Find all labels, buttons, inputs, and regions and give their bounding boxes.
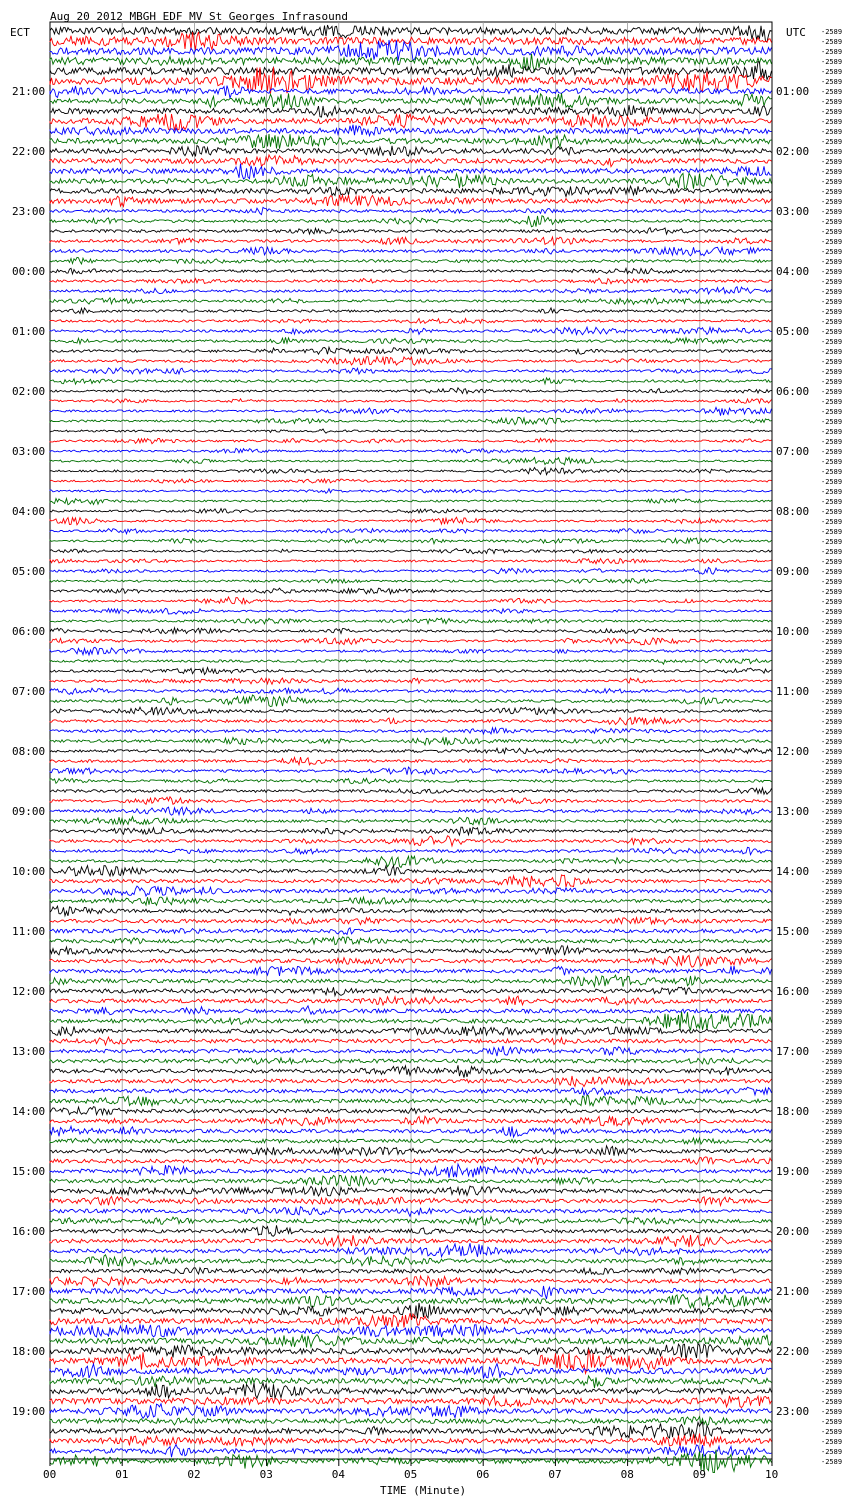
trace-scale-label: -2589 bbox=[821, 978, 843, 986]
right-time-label: 11:00 bbox=[776, 685, 810, 698]
trace-scale-label: -2589 bbox=[821, 248, 843, 256]
trace-scale-label: -2589 bbox=[821, 228, 843, 236]
trace-scale-label: -2589 bbox=[821, 518, 843, 526]
trace-scale-label: -2589 bbox=[821, 1288, 843, 1296]
x-tick-label: 10 bbox=[765, 1468, 779, 1481]
trace-scale-label: -2589 bbox=[821, 888, 843, 896]
trace-scale-label: -2589 bbox=[821, 38, 843, 46]
trace-scale-label: -2589 bbox=[821, 648, 843, 656]
trace-scale-label: -2589 bbox=[821, 1088, 843, 1096]
trace-scale-label: -2589 bbox=[821, 1418, 843, 1426]
trace-scale-label: -2589 bbox=[821, 628, 843, 636]
right-time-label: 06:00 bbox=[776, 385, 810, 398]
x-tick-label: 05 bbox=[404, 1468, 418, 1481]
trace-scale-label: -2589 bbox=[821, 678, 843, 686]
trace-scale-label: -2589 bbox=[821, 578, 843, 586]
trace-scale-label: -2589 bbox=[821, 928, 843, 936]
left-time-label: 09:00 bbox=[12, 805, 46, 818]
left-time-label: 06:00 bbox=[12, 625, 46, 638]
right-time-label: 12:00 bbox=[776, 745, 810, 758]
x-tick-label: 09 bbox=[692, 1468, 707, 1481]
left-time-label: 12:00 bbox=[12, 985, 46, 998]
trace-scale-label: -2589 bbox=[821, 528, 843, 536]
trace-scale-label: -2589 bbox=[821, 758, 843, 766]
trace-scale-label: -2589 bbox=[821, 728, 843, 736]
left-time-label: 15:00 bbox=[12, 1165, 46, 1178]
trace-scale-label: -2589 bbox=[821, 1298, 843, 1306]
trace-scale-label: -2589 bbox=[821, 968, 843, 976]
right-time-axis bbox=[776, 85, 809, 1418]
trace-scale-label: -2589 bbox=[821, 738, 843, 746]
left-time-label: 19:00 bbox=[12, 1405, 46, 1418]
left-time-label: 17:00 bbox=[12, 1285, 46, 1298]
trace-scale-label: -2589 bbox=[821, 1408, 843, 1416]
trace-scale-label: -2589 bbox=[821, 708, 843, 716]
right-time-label: 20:00 bbox=[776, 1225, 810, 1238]
x-tick-label: 06 bbox=[476, 1468, 490, 1481]
left-time-label: 21:00 bbox=[12, 85, 46, 98]
trace-scale-label: -2589 bbox=[821, 918, 843, 926]
x-tick-label: 01 bbox=[115, 1468, 129, 1481]
right-time-label: 04:00 bbox=[776, 265, 810, 278]
trace-scale-label: -2589 bbox=[821, 28, 843, 36]
trace-scale-label: -2589 bbox=[821, 1428, 843, 1436]
right-time-label: 07:00 bbox=[776, 445, 810, 458]
trace-scale-label: -2589 bbox=[821, 558, 843, 566]
trace-scale-label: -2589 bbox=[821, 98, 843, 106]
trace-scale-label: -2589 bbox=[821, 848, 843, 856]
trace-scale-label: -2589 bbox=[821, 1098, 843, 1106]
trace-scale-label: -2589 bbox=[821, 418, 843, 426]
trace-scale-label: -2589 bbox=[821, 1438, 843, 1446]
trace-scale-label: -2589 bbox=[821, 328, 843, 336]
trace-scale-label: -2589 bbox=[821, 838, 843, 846]
trace-scale-label: -2589 bbox=[821, 1338, 843, 1346]
trace-scale-label: -2589 bbox=[821, 998, 843, 1006]
left-time-label: 22:00 bbox=[12, 145, 46, 158]
trace-scale-label: -2589 bbox=[821, 178, 843, 186]
trace-scale-label: -2589 bbox=[821, 588, 843, 596]
trace-scale-label: -2589 bbox=[821, 308, 843, 316]
trace-scale-label: -2589 bbox=[821, 1238, 843, 1246]
trace-scale-label: -2589 bbox=[821, 348, 843, 356]
trace-scale-label: -2589 bbox=[821, 378, 843, 386]
trace-scale-label: -2589 bbox=[821, 1128, 843, 1136]
trace-scale-label: -2589 bbox=[821, 938, 843, 946]
trace-scale-label: -2589 bbox=[821, 148, 843, 156]
trace-scale-label: -2589 bbox=[821, 1208, 843, 1216]
trace-scale-label: -2589 bbox=[821, 828, 843, 836]
trace-scale-label: -2589 bbox=[821, 718, 843, 726]
trace-scale-label: -2589 bbox=[821, 1228, 843, 1236]
x-tick-label: 07 bbox=[548, 1468, 562, 1481]
right-time-label: 22:00 bbox=[776, 1345, 810, 1358]
trace-scale-label: -2589 bbox=[821, 568, 843, 576]
trace-scale-label: -2589 bbox=[821, 858, 843, 866]
left-time-label: 03:00 bbox=[12, 445, 46, 458]
trace-scale-label: -2589 bbox=[821, 548, 843, 556]
left-time-label: 05:00 bbox=[12, 565, 46, 578]
trace-scale-label: -2589 bbox=[821, 618, 843, 626]
left-time-axis bbox=[12, 85, 45, 1418]
trace-scale-label: -2589 bbox=[821, 368, 843, 376]
left-time-label: 07:00 bbox=[12, 685, 46, 698]
trace-scale-label: -2589 bbox=[821, 118, 843, 126]
trace-scale-label: -2589 bbox=[821, 268, 843, 276]
trace-scale-label: -2589 bbox=[821, 1258, 843, 1266]
right-time-label: 10:00 bbox=[776, 625, 810, 638]
trace-scale-label: -2589 bbox=[821, 1018, 843, 1026]
left-time-label: 10:00 bbox=[12, 865, 46, 878]
right-time-label: 02:00 bbox=[776, 145, 810, 158]
trace-scale-label: -2589 bbox=[821, 508, 843, 516]
trace-scale-label: -2589 bbox=[821, 818, 843, 826]
trace-scale-label: -2589 bbox=[821, 688, 843, 696]
trace-scale-label: -2589 bbox=[821, 1278, 843, 1286]
trace-scale-label: -2589 bbox=[821, 478, 843, 486]
trace-scale-label: -2589 bbox=[821, 868, 843, 876]
trace-scale-label: -2589 bbox=[821, 48, 843, 56]
right-time-label: 16:00 bbox=[776, 985, 810, 998]
trace-scale-label: -2589 bbox=[821, 1148, 843, 1156]
trace-scale-label: -2589 bbox=[821, 288, 843, 296]
trace-scale-label: -2589 bbox=[821, 108, 843, 116]
right-time-label: 09:00 bbox=[776, 565, 810, 578]
trace-scale-label: -2589 bbox=[821, 1068, 843, 1076]
trace-scale-label: -2589 bbox=[821, 258, 843, 266]
trace-scale-label: -2589 bbox=[821, 398, 843, 406]
trace-scale-label: -2589 bbox=[821, 358, 843, 366]
trace-scale-label: -2589 bbox=[821, 78, 843, 86]
trace-scale-label: -2589 bbox=[821, 668, 843, 676]
trace-scale-label: -2589 bbox=[821, 1248, 843, 1256]
left-time-label: 08:00 bbox=[12, 745, 46, 758]
right-time-label: 13:00 bbox=[776, 805, 810, 818]
trace-scale-label: -2589 bbox=[821, 1108, 843, 1116]
trace-scale-label: -2589 bbox=[821, 68, 843, 76]
trace-scale-label: -2589 bbox=[821, 908, 843, 916]
right-time-label: 05:00 bbox=[776, 325, 810, 338]
chart-title: Aug 20 2012 MBGH EDF MV St Georges Infrasound bbox=[50, 10, 349, 23]
trace-scale-label: -2589 bbox=[821, 1388, 843, 1396]
trace-scale-label: -2589 bbox=[821, 1348, 843, 1356]
left-timezone-label: ECT bbox=[10, 26, 30, 39]
trace-scale-label: -2589 bbox=[821, 1448, 843, 1456]
trace-scale-label: -2589 bbox=[821, 488, 843, 496]
trace-scale-label: -2589 bbox=[821, 1198, 843, 1206]
left-time-label: 23:00 bbox=[12, 205, 46, 218]
trace-scale-label: -2589 bbox=[821, 428, 843, 436]
trace-scale-label: -2589 bbox=[821, 1008, 843, 1016]
x-tick-label: 03 bbox=[259, 1468, 273, 1481]
trace-scale-label: -2589 bbox=[821, 1378, 843, 1386]
trace-scale-label: -2589 bbox=[821, 278, 843, 286]
trace-scale-label: -2589 bbox=[821, 1218, 843, 1226]
trace-scale-label: -2589 bbox=[821, 598, 843, 606]
trace-scale-label: -2589 bbox=[821, 898, 843, 906]
right-time-label: 01:00 bbox=[776, 85, 810, 98]
trace-scale-label: -2589 bbox=[821, 438, 843, 446]
trace-scale-label: -2589 bbox=[821, 408, 843, 416]
trace-scale-label: -2589 bbox=[821, 1398, 843, 1406]
right-time-label: 23:00 bbox=[776, 1405, 810, 1418]
right-time-label: 08:00 bbox=[776, 505, 810, 518]
left-time-label: 11:00 bbox=[12, 925, 46, 938]
trace-scale-label: -2589 bbox=[821, 198, 843, 206]
trace-scale-label: -2589 bbox=[821, 498, 843, 506]
left-time-label: 14:00 bbox=[12, 1105, 46, 1118]
trace-scale-label: -2589 bbox=[821, 1118, 843, 1126]
trace-scale-label: -2589 bbox=[821, 1368, 843, 1376]
trace-scale-label: -2589 bbox=[821, 58, 843, 66]
trace-scale-label: -2589 bbox=[821, 298, 843, 306]
trace-scale-label: -2589 bbox=[821, 1158, 843, 1166]
trace-scale-label: -2589 bbox=[821, 138, 843, 146]
trace-scale-label: -2589 bbox=[821, 878, 843, 886]
trace-scale-label: -2589 bbox=[821, 1028, 843, 1036]
trace-scale-label: -2589 bbox=[821, 988, 843, 996]
trace-scale-label: -2589 bbox=[821, 1308, 843, 1316]
trace-scale-label: -2589 bbox=[821, 1458, 843, 1466]
trace-scale-label: -2589 bbox=[821, 1318, 843, 1326]
trace-scale-label: -2589 bbox=[821, 948, 843, 956]
right-time-label: 14:00 bbox=[776, 865, 810, 878]
trace-scale-label: -2589 bbox=[821, 388, 843, 396]
trace-scale-label: -2589 bbox=[821, 658, 843, 666]
trace-scale-label: -2589 bbox=[821, 1178, 843, 1186]
trace-scale-label: -2589 bbox=[821, 458, 843, 466]
right-time-label: 03:00 bbox=[776, 205, 810, 218]
trace-scale-label: -2589 bbox=[821, 1058, 843, 1066]
trace-scale-label: -2589 bbox=[821, 468, 843, 476]
trace-scale-label: -2589 bbox=[821, 768, 843, 776]
left-time-label: 13:00 bbox=[12, 1045, 46, 1058]
trace-scale-label: -2589 bbox=[821, 338, 843, 346]
left-time-label: 16:00 bbox=[12, 1225, 46, 1238]
right-time-label: 17:00 bbox=[776, 1045, 810, 1058]
trace-scale-label: -2589 bbox=[821, 1328, 843, 1336]
left-time-label: 01:00 bbox=[12, 325, 46, 338]
trace-scale-label: -2589 bbox=[821, 238, 843, 246]
right-timezone-label: UTC bbox=[786, 26, 806, 39]
x-tick-label: 08 bbox=[620, 1468, 634, 1481]
trace-scale-label: -2589 bbox=[821, 1138, 843, 1146]
trace-scale-axis bbox=[821, 28, 842, 1466]
x-tick-label: 04 bbox=[331, 1468, 346, 1481]
trace-scale-label: -2589 bbox=[821, 958, 843, 966]
trace-scale-label: -2589 bbox=[821, 538, 843, 546]
x-axis-label: TIME (Minute) bbox=[380, 1484, 467, 1497]
trace-scale-label: -2589 bbox=[821, 638, 843, 646]
trace-scale-label: -2589 bbox=[821, 698, 843, 706]
trace-scale-label: -2589 bbox=[821, 1268, 843, 1276]
trace-scale-label: -2589 bbox=[821, 88, 843, 96]
trace-scale-label: -2589 bbox=[821, 448, 843, 456]
trace-scale-label: -2589 bbox=[821, 1168, 843, 1176]
right-time-label: 18:00 bbox=[776, 1105, 810, 1118]
trace-scale-label: -2589 bbox=[821, 1358, 843, 1366]
trace-scale-label: -2589 bbox=[821, 608, 843, 616]
trace-scale-label: -2589 bbox=[821, 748, 843, 756]
x-tick-label: 00 bbox=[43, 1468, 57, 1481]
right-time-label: 19:00 bbox=[776, 1165, 810, 1178]
left-time-label: 00:00 bbox=[12, 265, 46, 278]
trace-scale-label: -2589 bbox=[821, 778, 843, 786]
left-time-label: 02:00 bbox=[12, 385, 46, 398]
right-time-label: 21:00 bbox=[776, 1285, 810, 1298]
trace-scale-label: -2589 bbox=[821, 1078, 843, 1086]
right-time-label: 15:00 bbox=[776, 925, 810, 938]
trace-scale-label: -2589 bbox=[821, 1038, 843, 1046]
x-tick-label: 02 bbox=[187, 1468, 201, 1481]
trace-scale-label: -2589 bbox=[821, 188, 843, 196]
trace-scale-label: -2589 bbox=[821, 208, 843, 216]
trace-scale-label: -2589 bbox=[821, 128, 843, 136]
trace-scale-label: -2589 bbox=[821, 798, 843, 806]
left-time-label: 04:00 bbox=[12, 505, 46, 518]
trace-scale-label: -2589 bbox=[821, 808, 843, 816]
left-time-label: 18:00 bbox=[12, 1345, 46, 1358]
trace-scale-label: -2589 bbox=[821, 1188, 843, 1196]
trace-scale-label: -2589 bbox=[821, 218, 843, 226]
trace-scale-label: -2589 bbox=[821, 158, 843, 166]
trace-scale-label: -2589 bbox=[821, 788, 843, 796]
trace-scale-label: -2589 bbox=[821, 168, 843, 176]
trace-scale-label: -2589 bbox=[821, 1048, 843, 1056]
trace-scale-label: -2589 bbox=[821, 318, 843, 326]
